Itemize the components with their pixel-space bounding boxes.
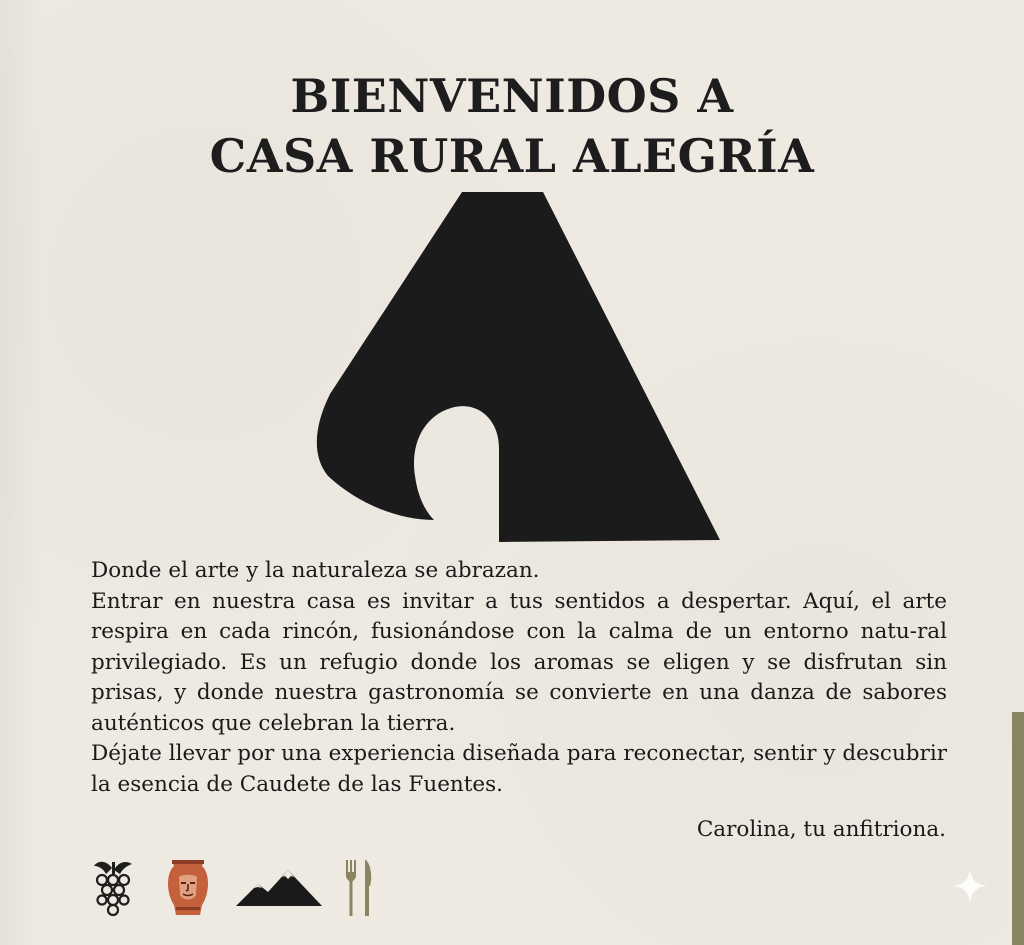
alegria-a-logo	[316, 190, 722, 546]
paragraph-intro: Entrar en nuestra casa es invitar a tus sentidos a despertar. Aquí, el arte respira en cada rincón, fusionándose con la calma de un entorno natu-ral privilegiado. Es un refugio donde los aromas se eligen y se disfrutan sin prisas, y donde nuestra gastronomía se convierte en una danza de sabores auténticos que celebran la tierra.	[91, 588, 947, 736]
sparkle-icon	[950, 866, 990, 906]
paragraph-closing: Déjate llevar por una experiencia diseñada para reconectar, sentir y descubrir la esencia de Caudete de las Fuentes.	[91, 741, 947, 797]
title-line-1: BIENVENIDOS A	[290, 69, 734, 123]
tagline: Donde el arte y la naturaleza se abrazan.	[91, 558, 540, 583]
grapes-icon	[92, 858, 136, 918]
page-title	[0, 66, 1024, 186]
side-accent-bar	[1012, 712, 1024, 945]
welcome-text	[91, 556, 947, 800]
title-line-2: CASA RURAL ALEGRÍA	[209, 129, 815, 183]
pottery-vase-icon	[166, 857, 210, 917]
fork-knife-icon	[344, 858, 374, 918]
mountains-icon	[236, 868, 322, 908]
host-signature: Carolina, tu anfitriona.	[696, 817, 946, 842]
